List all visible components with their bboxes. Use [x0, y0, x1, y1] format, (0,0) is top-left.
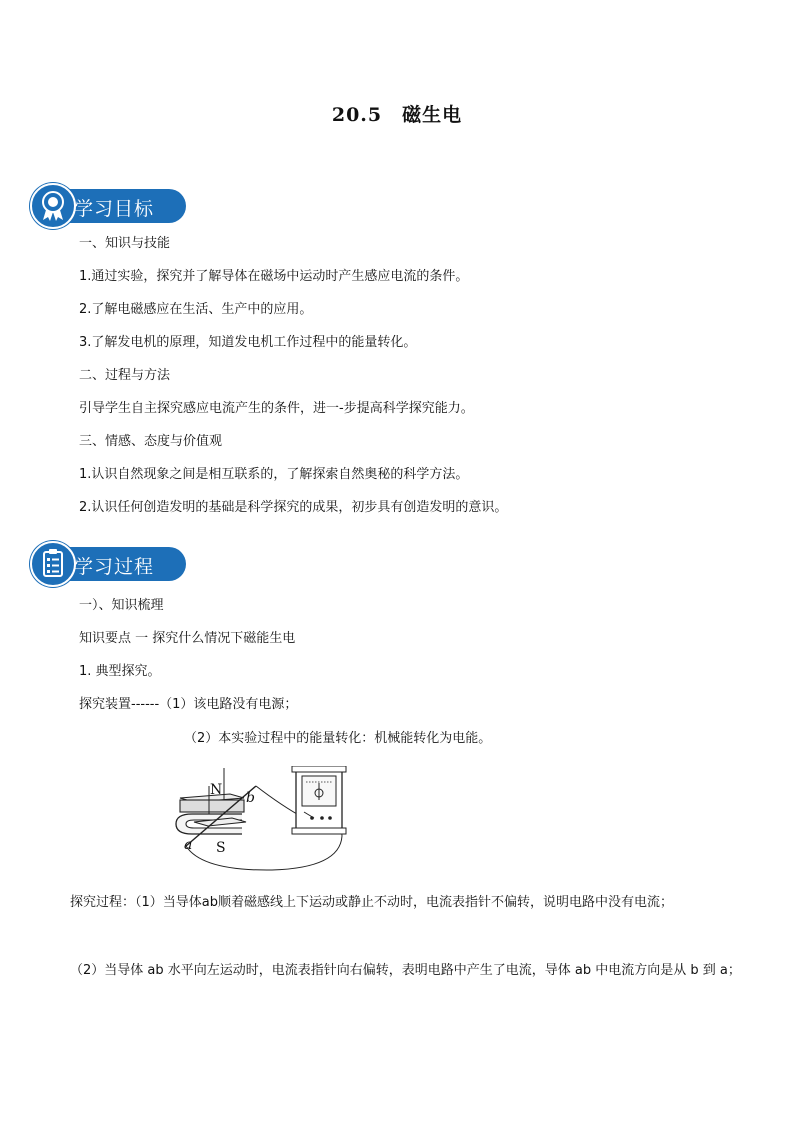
page-title: 20.5 磁生电 — [331, 104, 463, 126]
paragraph: 探究过程：（1）当导体ab顺着磁感线上下运动或静止不动时，电流表指针不偏转，说明电路中没有电流； — [70, 895, 673, 910]
text-line: 三、情感、态度与价值观 — [79, 434, 223, 449]
section-heading: 学习过程 — [74, 556, 155, 578]
label-s: S — [216, 840, 226, 856]
text-line: 1. 典型探究。 — [79, 664, 161, 679]
paragraph: （2）当导体 ab 水平向左运动时，电流表指针向右偏转，表明电路中产生了电流，导体 ab 中电流方向是从 b 到 a； — [70, 963, 741, 978]
section-heading: 学习目标 — [74, 198, 155, 220]
text-line: （2）本实验过程中的能量转化：机械能转化为电能。 — [184, 731, 492, 746]
section-banner-process — [30, 541, 186, 585]
text-line: 探究装置------（1）该电路没有电源； — [79, 697, 298, 712]
text-line: 引导学生自主探究感应电流产生的条件，进一-步提高科学探究能力。 — [79, 401, 474, 416]
electromagnetic-induction-figure — [172, 766, 348, 874]
label-b: b — [246, 790, 255, 806]
text-line: 一）、知识梳理 — [79, 598, 164, 613]
section-banner-objectives — [30, 183, 186, 227]
text-line: 2.认识任何创造发明的基础是科学探究的成果，初步具有创造发明的意识。 — [79, 500, 508, 515]
text-line: 知识要点 一 探究什么情况下磁能生电 — [79, 631, 296, 646]
label-a: a — [184, 837, 193, 853]
text-line: 2.了解电磁感应在生活、生产中的应用。 — [79, 302, 313, 317]
text-line: 二、过程与方法 — [79, 368, 171, 383]
galvanometer-icon — [292, 766, 346, 834]
clipboard-checklist-icon — [30, 541, 76, 587]
text-line: 1.通过实验，探究并了解导体在磁场中运动时产生感应电流的条件。 — [79, 269, 469, 284]
text-line: 1.认识自然现象之间是相互联系的，了解探索自然奥秘的科学方法。 — [79, 467, 469, 482]
label-n: N — [210, 782, 223, 798]
text-line: 一、知识与技能 — [79, 236, 171, 251]
award-medal-icon — [30, 183, 76, 229]
text-line: 3.了解发电机的原理，知道发电机工作过程中的能量转化。 — [79, 335, 417, 350]
